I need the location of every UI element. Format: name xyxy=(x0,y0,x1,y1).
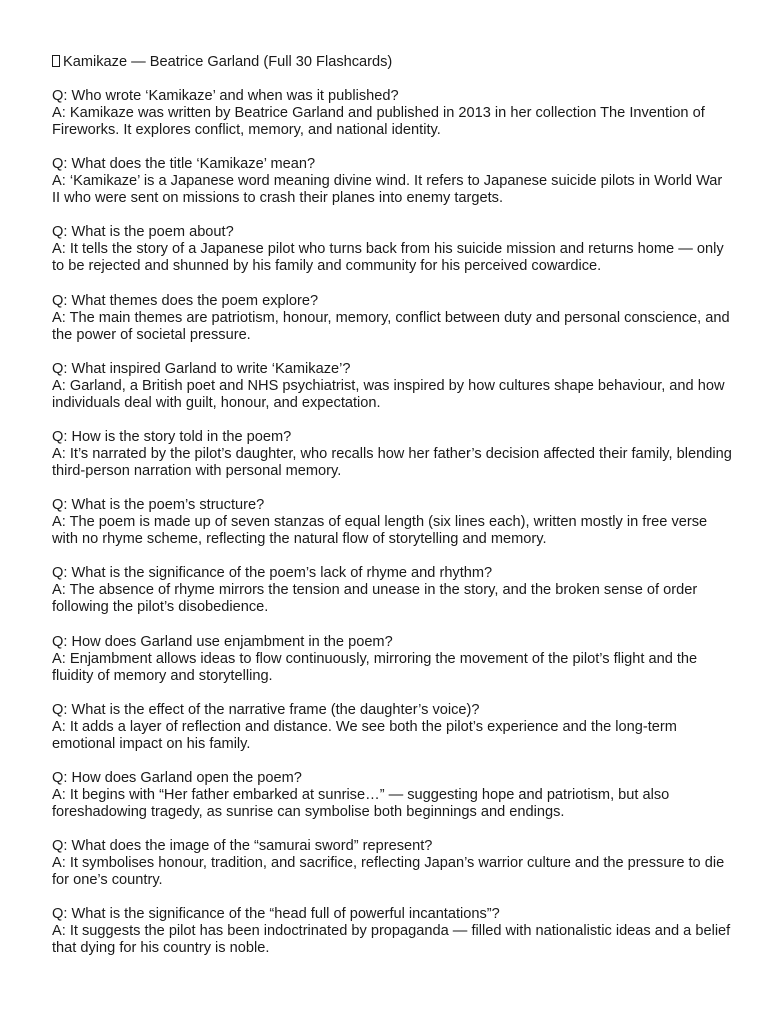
flashcard xyxy=(52,88,732,139)
flashcard-answer: A: It tells the story of a Japanese pilot who turns back from his suicide mission and returns home — only to be rejected and shunned by his family and community for his perceived cowardice. xyxy=(52,241,724,275)
flashcard xyxy=(52,634,732,685)
flashcard-question: Q: What does the title ‘Kamikaze’ mean? xyxy=(52,156,316,173)
flashcard-answer: A: It suggests the pilot has been indoctrinated by propaganda — filled with nationalistic ideas and a belief that dying for his country is noble. xyxy=(52,923,731,957)
flashcard-answer: A: The poem is made up of seven stanzas of equal length (six lines each), written mostly in free verse with no rhyme scheme, reflecting the natural flow of storytelling and memory. xyxy=(52,514,708,548)
flashcard-answer: A: ‘Kamikaze’ is a Japanese word meaning divine wind. It refers to Japanese suicide pilots in World War II who were sent on missions to crash their planes into enemy targets. xyxy=(52,173,723,207)
document-title-text: Kamikaze — Beatrice Garland (Full 30 Flashcards) xyxy=(63,54,393,70)
flashcard-question: Q: What is the significance of the poem’s lack of rhyme and rhythm? xyxy=(52,565,493,582)
flashcard-answer: A: It adds a layer of reflection and distance. We see both the pilot’s experience and the long-term emotional impact on his family. xyxy=(52,718,677,752)
flashcard xyxy=(52,361,732,412)
flashcard-answer: A: It symbolises honour, tradition, and sacrifice, reflecting Japan’s warrior culture and the pressure to die for one’s country. xyxy=(52,855,725,889)
flashcard-answer: A: The main themes are patriotism, honour, memory, conflict between duty and personal conscience, and the power of societal pressure. xyxy=(52,309,730,343)
flashcard-answer: A: It’s narrated by the pilot’s daughter, who recalls how her father’s decision affected their family, blending third-person narration with personal memory. xyxy=(52,445,732,479)
flashcard xyxy=(52,906,732,957)
flashcard xyxy=(52,156,732,207)
document-title xyxy=(52,54,732,71)
flashcard xyxy=(52,565,732,616)
document-body xyxy=(52,54,732,974)
flashcard-answer: A: The absence of rhyme mirrors the tension and unease in the story, and the broken sense of order following the pilot’s disobedience. xyxy=(52,582,698,616)
flashcard-question: Q: What is the significance of the “head full of powerful incantations”? xyxy=(52,906,500,923)
flashcard xyxy=(52,702,732,753)
flashcard xyxy=(52,293,732,344)
flashcard-answer: A: Kamikaze was written by Beatrice Garland and published in 2013 in her collection The Invention of Fireworks. It explores conflict, memory, and national identity. xyxy=(52,105,705,138)
flashcard-answer: A: It begins with “Her father embarked at sunrise…” — suggesting hope and patriotism, but also foreshadowing tragedy, as sunrise can symbolise both beginnings and endings. xyxy=(52,786,670,820)
flashcard xyxy=(52,224,732,275)
box-glyph-icon xyxy=(52,55,60,67)
flashcard xyxy=(52,429,732,480)
flashcard-question: Q: Who wrote ‘Kamikaze’ and when was it published? xyxy=(52,88,399,104)
flashcard-question: Q: What is the poem about? xyxy=(52,224,234,241)
flashcard-question: Q: How does Garland use enjambment in the poem? xyxy=(52,633,393,650)
flashcard-answer: A: Garland, a British poet and NHS psychiatrist, was inspired by how cultures shape behaviour, and how individuals deal with guilt, honour, and expectation. xyxy=(52,377,725,411)
flashcard-question: Q: What does the image of the “samurai sword” represent? xyxy=(52,838,433,855)
flashcard xyxy=(52,838,732,889)
flashcard-question: Q: How does Garland open the poem? xyxy=(52,769,302,786)
flashcard xyxy=(52,497,732,548)
flashcard-question: Q: What themes does the poem explore? xyxy=(52,292,319,309)
flashcard-question: Q: How is the story told in the poem? xyxy=(52,428,292,445)
flashcard xyxy=(52,770,732,821)
flashcard-question: Q: What is the poem’s structure? xyxy=(52,497,265,514)
flashcard-answer: A: Enjambment allows ideas to flow continuously, mirroring the movement of the pilot’s flight and the fluidity of memory and storytelling. xyxy=(52,650,698,684)
flashcard-question: Q: What is the effect of the narrative frame (the daughter’s voice)? xyxy=(52,701,480,718)
flashcard-question: Q: What inspired Garland to write ‘Kamikaze’? xyxy=(52,360,351,377)
